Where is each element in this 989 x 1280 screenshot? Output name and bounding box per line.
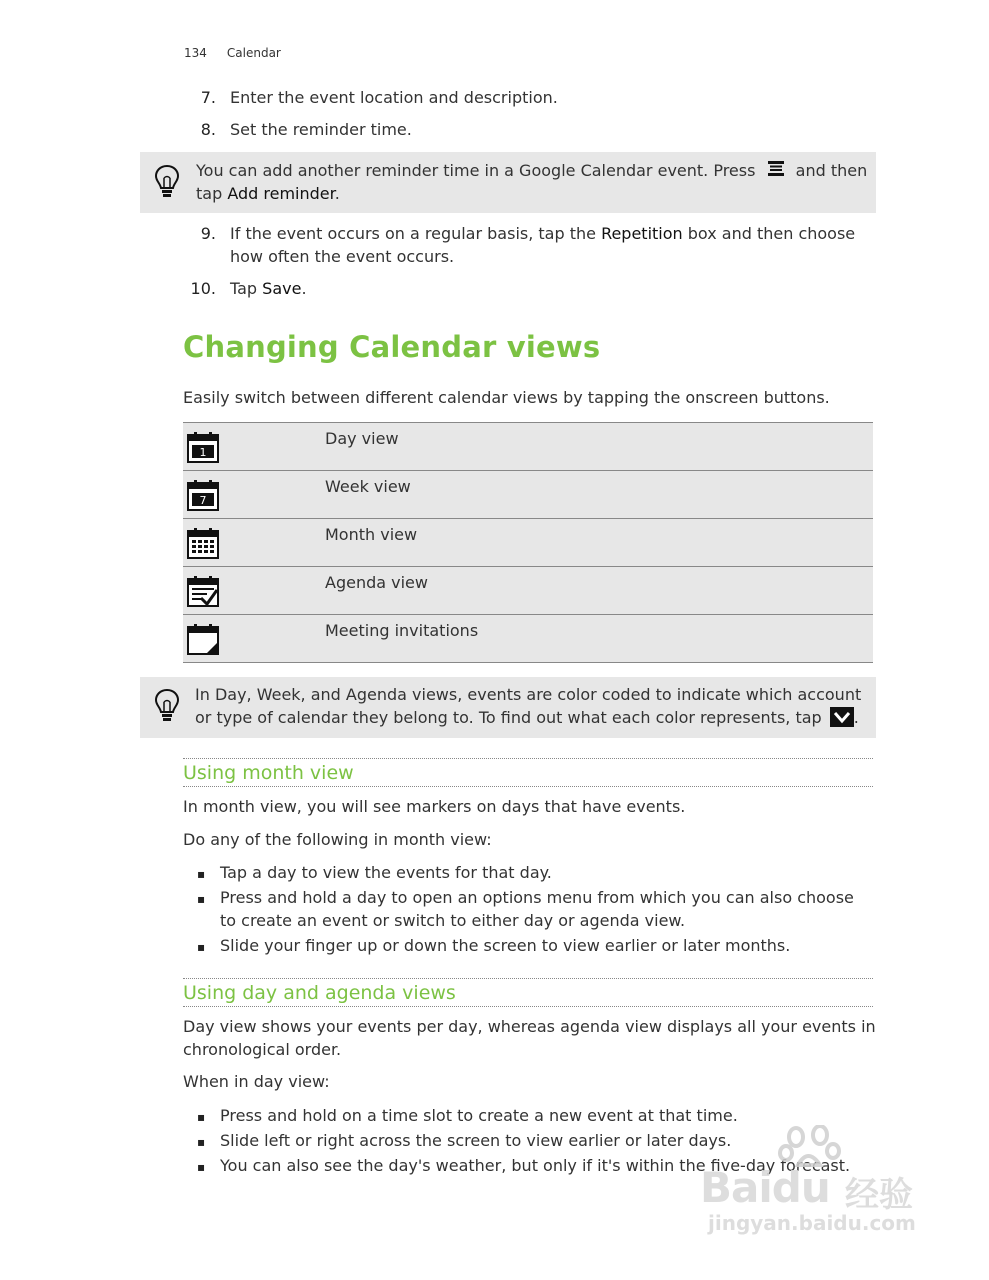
step-9-text-post: box and then choose xyxy=(682,224,856,243)
section-intro: Easily switch between different calendar views by tapping the onscreen buttons. xyxy=(183,388,830,407)
lightbulb-icon xyxy=(154,688,180,724)
week-view-icon[interactable] xyxy=(187,479,219,511)
day-bullet-3: You can also see the day's weather, but only if it's within the five-day forecast. xyxy=(220,1156,851,1175)
table-row xyxy=(183,471,873,519)
subsection-day-agenda xyxy=(183,978,873,1007)
menu-icon xyxy=(767,161,785,177)
month-paragraph-2: Do any of the following in month view: xyxy=(183,830,492,849)
step-10-text-post: . xyxy=(301,279,307,298)
subsection-title: Using month view xyxy=(183,762,354,784)
section-title: Changing Calendar views xyxy=(183,330,601,364)
step-10-number: 10. xyxy=(190,279,216,298)
bullet-icon: ▪ xyxy=(197,892,206,906)
tip2-end: . xyxy=(853,708,859,727)
day-paragraph-2: When in day view: xyxy=(183,1072,330,1091)
step-9-text-pre: If the event occurs on a regular basis, tap the xyxy=(230,224,602,243)
table-row xyxy=(183,519,873,567)
bullet-icon: ▪ xyxy=(197,1160,206,1174)
agenda-view-label: Agenda view xyxy=(325,573,428,592)
meeting-invitations-icon[interactable] xyxy=(187,623,219,655)
month-bullet-2-line2: to create an event or switch to either day or agenda view. xyxy=(220,911,686,930)
week-view-label: Week view xyxy=(325,477,411,496)
table-row xyxy=(183,615,873,663)
tip-box-reminder xyxy=(140,152,876,213)
bullet-icon: ▪ xyxy=(197,1135,206,1149)
tip1-text-l2: tap xyxy=(196,184,228,203)
step-8-number: 8. xyxy=(200,120,216,139)
watermark-brand: Baidu xyxy=(700,1163,830,1212)
bullet-icon: ▪ xyxy=(197,1110,206,1124)
step-9-text-line2: how often the event occurs. xyxy=(230,247,455,266)
page-number: 134 xyxy=(184,46,207,60)
day-view-icon[interactable] xyxy=(187,431,219,463)
tip-box-color-codes xyxy=(140,677,876,738)
month-paragraph-1: In month view, you will see markers on days that have events. xyxy=(183,797,686,816)
section-name: Calendar xyxy=(226,46,281,60)
month-bullet-3: Slide your finger up or down the screen to view earlier or later months. xyxy=(220,936,791,955)
tip1-text: You can add another reminder time in a Google Calendar event. Press xyxy=(196,161,756,180)
step-7-text: Enter the event location and description. xyxy=(230,88,558,107)
lightbulb-icon xyxy=(154,164,180,200)
day-bullet-2: Slide left or right across the screen to view earlier or later days. xyxy=(220,1131,732,1150)
repetition-label: Repetition xyxy=(601,224,683,243)
tip2-line2: or type of calendar they belong to. To find out what each color represents, tap xyxy=(195,708,822,727)
svg-text:1: 1 xyxy=(199,446,207,459)
step-10-text xyxy=(230,277,307,300)
bullet-icon: ▪ xyxy=(197,867,206,881)
agenda-view-icon[interactable] xyxy=(187,575,219,607)
calendar-views-table xyxy=(183,422,873,663)
table-row xyxy=(183,567,873,615)
bullet-icon: ▪ xyxy=(197,940,206,954)
subsection-month-view xyxy=(183,758,873,787)
step-10-text-pre: Tap xyxy=(230,279,263,298)
step-8-text: Set the reminder time. xyxy=(230,120,412,139)
meeting-invitations-label: Meeting invitations xyxy=(325,621,479,640)
step-7-number: 7. xyxy=(200,88,216,107)
svg-text:7: 7 xyxy=(199,494,207,507)
step-9-text xyxy=(230,222,855,245)
watermark-cn: 经验 xyxy=(845,1175,913,1215)
month-view-icon[interactable] xyxy=(187,527,219,559)
tip2-line1: In Day, Week, and Agenda views, events are color coded to indicate which account xyxy=(195,685,862,704)
month-bullet-1: Tap a day to view the events for that day. xyxy=(220,863,552,882)
chevron-down-icon[interactable] xyxy=(830,707,854,727)
add-reminder-label: Add reminder xyxy=(227,184,335,203)
baidu-watermark xyxy=(700,1125,940,1240)
day-bullet-1: Press and hold on a time slot to create a new event at that time. xyxy=(220,1106,738,1125)
step-9-number: 9. xyxy=(200,224,216,243)
day-paragraph-1-line2: chronological order. xyxy=(183,1040,342,1059)
month-view-label: Month view xyxy=(325,525,418,544)
tip1-text-end: . xyxy=(334,184,340,203)
watermark-url: jingyan.baidu.com xyxy=(708,1211,916,1235)
month-bullet-2: Press and hold a day to open an options menu from which you can also choose xyxy=(220,888,854,907)
page-header xyxy=(184,46,281,60)
table-row xyxy=(183,423,873,471)
subsection-title: Using day and agenda views xyxy=(183,982,456,1004)
day-paragraph-1: Day view shows your events per day, whereas agenda view displays all your events in xyxy=(183,1017,876,1036)
save-label: Save xyxy=(262,279,302,298)
tip1-text-mid: and then xyxy=(795,161,868,180)
day-view-label: Day view xyxy=(325,429,399,448)
